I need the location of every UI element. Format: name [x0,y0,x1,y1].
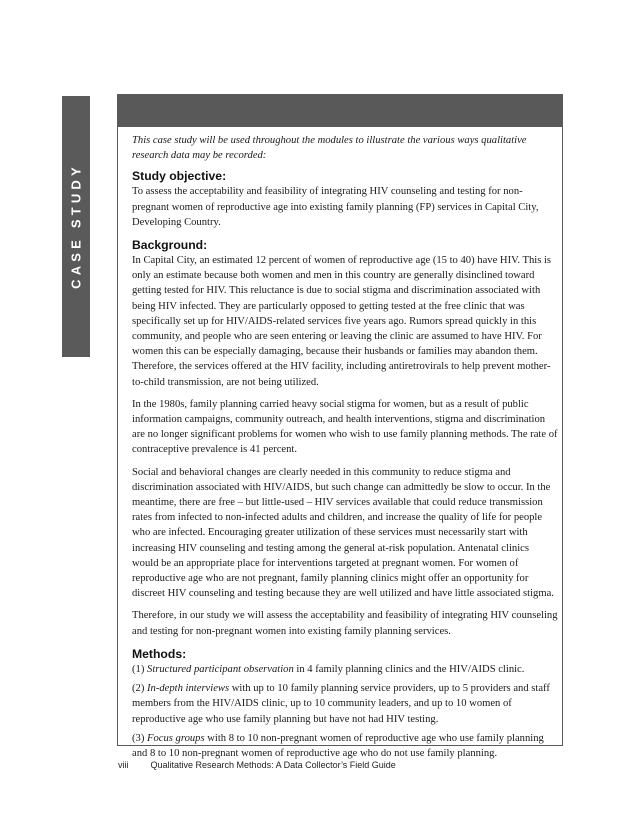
method-item-2: (2) In-depth interviews with up to 10 family planning service providers, up to 5 providers and staff members from the HIV/AIDS clinic, up to 10 community leaders, and up to 10 women of reproductive age who use family planning but have not had HIV testing. [132,683,550,725]
case-study-label: CASE STUDY [68,163,84,289]
method-term-1: Structured participant observation [147,663,294,675]
case-study-box [117,94,563,759]
page-number: viii [118,760,129,770]
method-term-2: In-depth interviews [147,683,230,695]
objective-heading: Study objective: [132,169,227,184]
background-paragraph-4: Therefore, in our study we will assess the acceptability and feasibility of integrating HIV counseling and testing for non-pregnant women into existing family planning services. [132,610,558,637]
intro-text: This case study will be used throughout the modules to illustrate the various ways qualitative research data may be recorded: [132,135,527,162]
case-study-content [132,133,558,765]
footer-title: Qualitative Research Methods: A Data Collector’s Field Guide [150,760,396,770]
method-item-1: (1) Structured participant observation in 4 family planning clinics and the HIV/AIDS clinic. [132,663,525,675]
background-paragraph-3: Social and behavioral changes are clearly needed in this community to reduce stigma and discrimination associated with HIV/AIDS, but such change can admittedly be slow to occur. In the meantime, there are free – but little-used – HIV services available that could reduce transmission rates from infected to non-infected adults and children, and increase the quality of life for people who are infected. Encouraging greater utilization of these services must necessarily start with increasing HIV counseling and testing among the general at-risk population. Antenatal clinics would be an appropriate place for interventions targeted at pregnant women. For women of reproductive age who are not pregnant, family planning clinics might offer an opportunity for discreet HIV counseling and testing because they are well utilized and have little associated stigma. [132,466,554,600]
background-paragraph-2: In the 1980s, family planning carried heavy social stigma for women, but as a result of public information campaigns, community outreach, and health interventions, stigma and discrimination are no longer significant problems for women who wish to use family planning methods. The rate of contraceptive prevalence is 41 percent. [132,398,558,456]
box-header-bar [118,95,562,127]
method-term-3: Focus groups [147,732,205,744]
objective-text: To assess the acceptability and feasibility of integrating HIV counseling and testing for non-pregnant women of reproductive age into existing family planning (FP) services in Capital City, Developing Country. [132,186,539,228]
background-paragraph-1: In Capital City, an estimated 12 percent of women of reproductive age (15 to 40) have HIV. This is only an estimate because both women and men in this country are generally disinclined toward getting tested for HIV. This reluctance is due to social stigma and discrimination associated with being HIV infected. They are particularly opposed to getting tested at the free clinic that was specifically set up for HIV/AIDS-related services five years ago. Rumors spread quickly in this community, and people who are seen entering or leaving the clinic are assumed to have HIV. For women this can be especially damaging, because their husbands or families may abandon them. Therefore, the services offered at the HIV facility, including antiretrovirals to help prevent mother-to-child transmission, are not being utilized. [132,255,552,388]
methods-heading: Methods: [132,646,187,661]
background-heading: Background: [132,238,208,253]
method-item-3: (3) Focus groups with 8 to 10 non-pregnant women of reproductive age who use family planning and 8 to 10 non-pregnant women of reproductive age who do not use family planning. [132,732,544,759]
page-footer [118,760,396,770]
